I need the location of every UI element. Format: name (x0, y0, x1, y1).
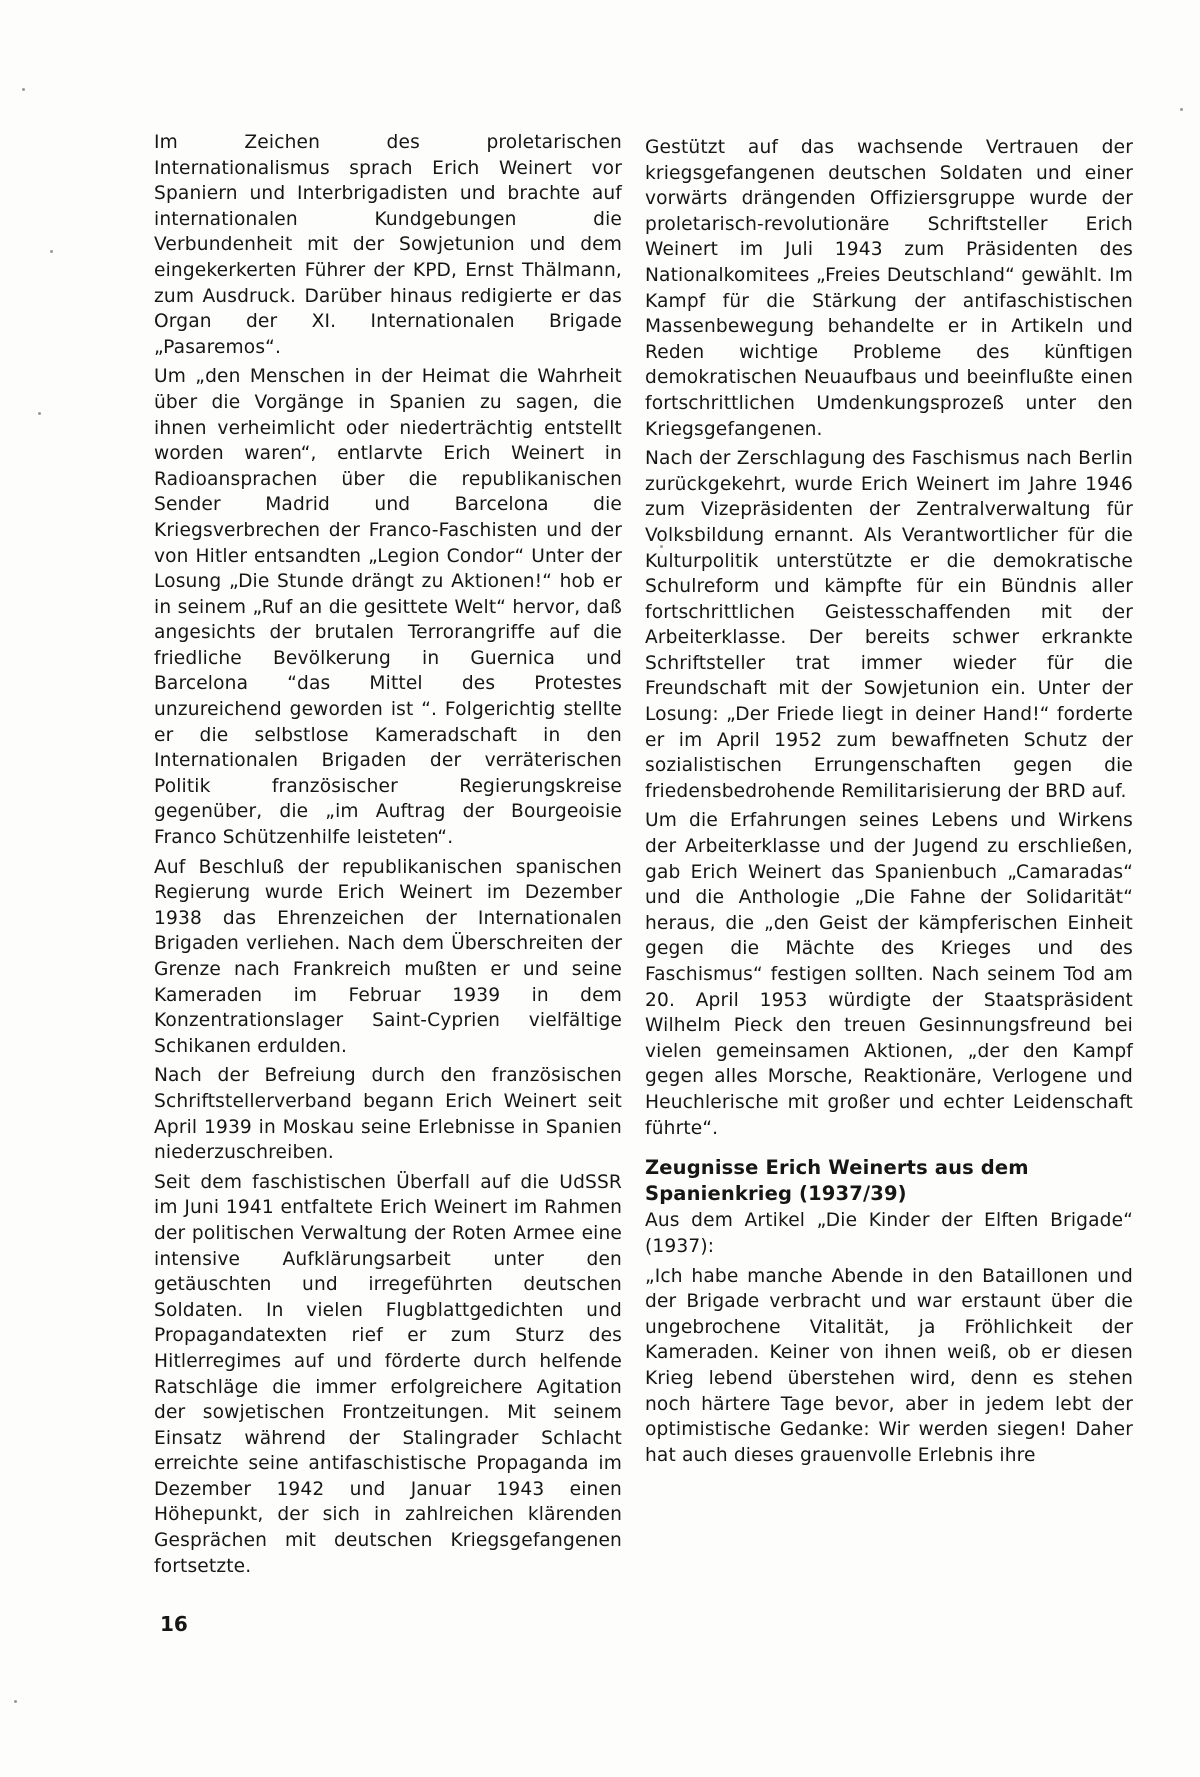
paragraph: Seit dem faschistischen Überfall auf die UdSSR im Juni 1941 entfaltete Erich Weinert im Rahmen der politischen Verwaltung der Roten Armee eine intensive Aufklärungsarbeit unter den getäuschten und irregeführten deutschen Soldaten. In vielen Flugblattgedichten und Propagandatexten rief er zum Sturz des Hitlerregimes auf und förderte durch helfende Ratschläge die immer erfolgreichere Agitation der sowjetischen Frontzeitungen. Mit seinem Einsatz während der Stalingrader Schlacht erreichte seine antifaschistische Propaganda im Dezember 1942 und Januar 1943 einen Höhepunkt, der sich in zahlreichen klärenden Gesprächen mit deutschen Kriegsgefangenen fortsetzte. (154, 1171, 622, 1577)
scan-speck (38, 412, 41, 415)
paragraph: Nach der Befreiung durch den französischen Schriftstellerverband begann Erich Weinert seit April 1939 in Moskau seine Erlebnisse in Spanien niederzuschreiben. (154, 1065, 622, 1164)
paragraph: Um die Erfahrungen seines Lebens und Wirkens der Arbeiterklasse und der Jugend zu erschließen, gab Erich Weinert das Spanienbuch „Camaradas“ und die Anthologie „Die Fahne der Solidarität“ heraus, die „den Geist der kämpferischen Einheit gegen die Mächte des Krieges und des Faschismus“ festigen sollten. Nach seinem Tod am 20. April 1953 würdigte der Staatspräsident Wilhelm Pieck den treuen Gesinnungsfreund bei vielen gemeinsamen Aktionen, „der den Kampf gegen alles Morsche, Reaktionäre, Verlogene und Heuchlerische mit großer und echter Leidenschaft führte“. (645, 810, 1133, 1139)
paragraph: Auf Beschluß der republikanischen spanischen Regierung wurde Erich Weinert im Dezember 1938 das Ehrenzeichen der Internationalen Brigaden verliehen. Nach dem Überschreiten der Grenze nach Frankreich mußten er und seine Kameraden im Februar 1939 in dem Konzentrationslager Saint-Cyprien vielfältige Schikanen erdulden. (154, 856, 622, 1057)
paragraph: Nach der Zerschlagung des Faschismus nach Berlin zurückgekehrt, wurde Erich Weinert im Jahre 1946 zum Vizepräsidenten der Zentralverwaltung für Volksbildung ernannt. Als Verantwortlicher für die Kulturpolitik unterstützte er die demokratische Schulreform und kämpfte für ein Bündnis aller fortschrittlichen Geistesschaffenden mit der Arbeiterklasse. Der bereits schwer erkrankte Schriftsteller trat immer wieder für die Freundschaft mit der Sowjetunion ein. Unter der Losung: „Der Friede liegt in deiner Hand!“ forderte er im April 1952 zum bewaffneten Schutz der sozialistischen Errungenschaften gegen die friedensbedrohende Remilitarisierung der BRD auf. (645, 448, 1133, 802)
scan-speck (14, 1700, 17, 1703)
quote-paragraph: „Ich habe manche Abende in den Bataillonen und der Brigade verbracht und war erstaunt über die ungebrochene Vitalität, ja Fröhlichkeit der Kameraden. Keiner von ihnen weiß, ob er diesen Krieg lebend überstehen wird, denn es stehen noch härtere Tage bevor, aber in jedem lebt der optimistische Gedanke: Wir werden siegen! Daher hat auch dieses grauenvolle Erlebnis ihre (645, 1265, 1133, 1466)
scan-speck (1180, 108, 1183, 111)
paragraph: Gestützt auf das wachsende Vertrauen der kriegsgefangenen deutschen Soldaten und einer vorwärts drängenden Offiziersgruppe wurde der proletarisch-revolutionäre Schriftsteller Erich Weinert im Juli 1943 zum Präsidenten des Nationalkomitees „Freies Deutschland“ gewählt. Im Kampf für die Stärkung der antifaschistischen Massenbewegung behandelte er in Artikeln und Reden wichtige Probleme des künftigen demokratischen Neuaufbaus und beeinflußte einen fortschrittlichen Umdenkungsprozeß unter den Kriegsgefangenen. (645, 137, 1133, 440)
scan-speck (22, 88, 25, 91)
paragraph: Um „den Menschen in der Heimat die Wahrheit über die Vorgänge in Spanien zu sagen, die ihnen verheimlicht oder niederträchtig entstellt worden waren“, entlarvte Erich Weinert in Radioansprachen über die republikanischen Sender Madrid und Barcelona die Kriegsverbrechen der Franco-Faschisten und der von Hitler entsandten „Legion Condor“ Unter der Losung „Die Stunde drängt zu Aktionen!“ hob er in seinem „Ruf an die gesittete Welt“ hervor, daß angesichts der brutalen Terrorangriffe auf die friedliche Bevölkerung in Guernica und Barcelona “das Mittel des Protestes unzureichend geworden ist “. Folgerichtig stellte er die selbstlose Kameradschaft in den Internationalen Brigaden der verräterischen Politik französischer Regierungskreise gegenüber, die „im Auftrag der Bourgeoisie Franco Schützenhilfe leisteten“. (154, 366, 622, 849)
page-number: 16 (160, 1612, 188, 1636)
section-heading: Zeugnisse Erich Weinerts aus dem Spanienkrieg (1937/39) (645, 1156, 1029, 1205)
left-column (154, 130, 622, 1583)
right-column (645, 130, 1133, 1472)
source-line: Aus dem Artikel „Die Kinder der Elften Brigade“ (1937): (645, 1210, 1133, 1257)
paragraph: Im Zeichen des proletarischen Internationalismus sprach Erich Weinert vor Spaniern und Interbrigadisten und brachte auf internationalen Kundgebungen die Verbundenheit mit der Sowjetunion und dem eingekerkerten Führer der KPD, Ernst Thälmann, zum Ausdruck. Darüber hinaus redigierte er das Organ der XI. Internationalen Brigade „Pasaremos“. (154, 132, 622, 358)
scan-speck (50, 250, 53, 253)
